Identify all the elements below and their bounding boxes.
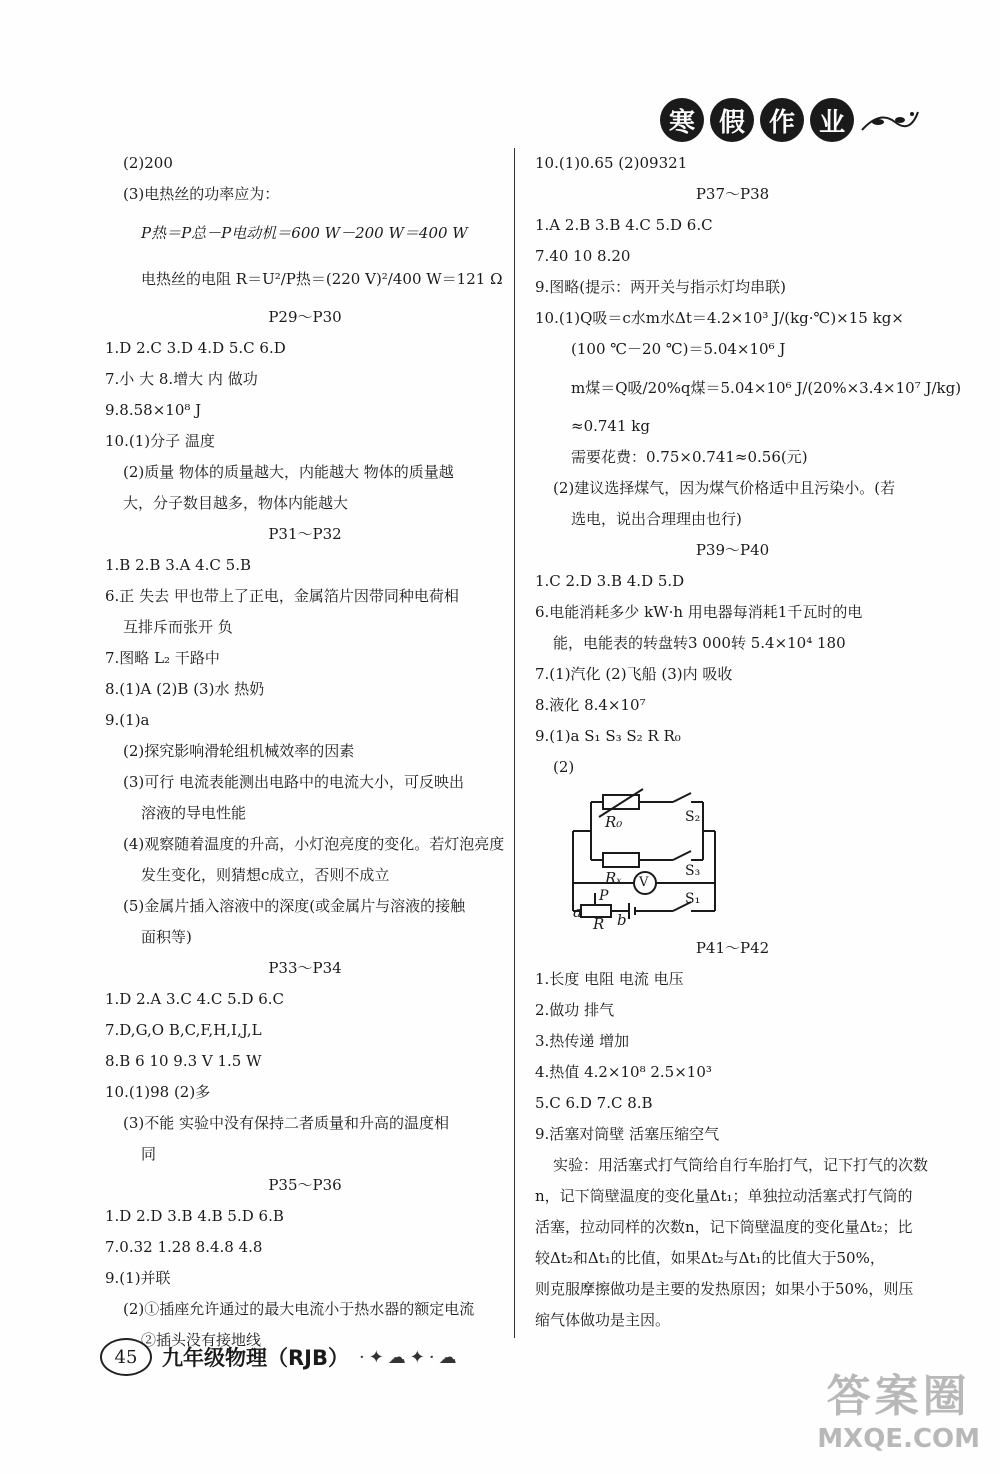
label-voltmeter: V bbox=[639, 875, 649, 890]
answer-line: 7.小 大 8.增大 内 做功 bbox=[105, 370, 258, 388]
answer-line: (2) bbox=[553, 758, 575, 776]
label-a: a bbox=[573, 903, 582, 921]
column-divider bbox=[514, 148, 515, 1338]
answer-line: 活塞，拉动同样的次数n，记下筒壁温度的变化量Δt₂；比 bbox=[535, 1218, 913, 1236]
answer-line: 1.D 2.D 3.B 4.B 5.D 6.B bbox=[105, 1207, 284, 1225]
header-char-4: 业 bbox=[810, 98, 854, 142]
header-char-3: 作 bbox=[760, 98, 804, 142]
answer-line: 同 bbox=[141, 1145, 157, 1163]
answer-line: 9.(1)并联 bbox=[105, 1269, 171, 1287]
answer-line: 8.液化 8.4×10⁷ bbox=[535, 696, 646, 714]
answer-line: 6.电能消耗多少 kW·h 用电器每消耗1千瓦时的电 bbox=[535, 603, 863, 621]
answer-line: 则克服摩擦做功是主要的发热原因；如果小于50%，则压 bbox=[535, 1280, 914, 1298]
answer-line: 面积等) bbox=[141, 928, 192, 946]
answer-line: 8.B 6 10 9.3 V 1.5 W bbox=[105, 1052, 262, 1070]
answer-line: 1.C 2.D 3.B 4.D 5.D bbox=[535, 572, 685, 590]
label-rx: Rₓ bbox=[605, 869, 622, 887]
answer-line: 9.(1)a bbox=[105, 711, 150, 729]
answer-line: 溶液的导电性能 bbox=[141, 804, 247, 822]
answer-line: ≈0.741 kg bbox=[571, 417, 650, 435]
section-heading: P31～P32 bbox=[268, 525, 342, 543]
answer-line: 1.D 2.A 3.C 4.C 5.D 6.C bbox=[105, 990, 285, 1008]
section-heading: P33～P34 bbox=[268, 959, 342, 977]
answer-line: 8.(1)A (2)B (3)水 热奶 bbox=[105, 680, 265, 698]
answer-line: (4)观察随着温度的升高，小灯泡亮度的变化。若灯泡亮度 bbox=[123, 835, 505, 853]
answer-line: 4.热值 4.2×10⁸ 2.5×10³ bbox=[535, 1063, 712, 1081]
answer-line: 7.D,G,O B,C,F,H,I,J,L bbox=[105, 1021, 262, 1039]
star-cloud-decoration-icon: ·✦☁✦·☁ bbox=[359, 1346, 461, 1368]
answer-line: 1.A 2.B 3.B 4.C 5.D 6.C bbox=[535, 216, 713, 234]
answer-line: 10.(1)Q吸＝c水m水Δt＝4.2×10³ J/(kg·℃)×15 kg× bbox=[535, 309, 904, 327]
answer-line: 实验：用活塞式打气筒给自行车胎打气，记下打气的次数 bbox=[553, 1156, 929, 1174]
answer-line: 发生变化，则猜想c成立，否则不成立 bbox=[141, 866, 390, 884]
answer-line: ②插头没有接地线 bbox=[141, 1331, 262, 1349]
answer-line: 9.8.58×10⁸ J bbox=[105, 401, 202, 419]
answer-line: (100 ℃－20 ℃)＝5.04×10⁶ J bbox=[571, 340, 786, 358]
header-char-1: 寒 bbox=[660, 98, 704, 142]
vine-decoration-icon bbox=[860, 100, 920, 140]
answer-line: (3)电热丝的功率应为： bbox=[123, 185, 280, 203]
circuit-diagram bbox=[535, 783, 930, 933]
answer-line: (2)质量 物体的质量越大，内能越大 物体的质量越 bbox=[123, 463, 454, 481]
answer-line: (2)建议选择煤气，因为煤气价格适中且污染小。(若 bbox=[553, 479, 896, 497]
answer-line: 7.图略 L₂ 干路中 bbox=[105, 649, 220, 667]
answer-line: (2)探究影响滑轮组机械效率的因素 bbox=[123, 742, 355, 760]
answer-line: 10.(1)98 (2)多 bbox=[105, 1083, 211, 1101]
answer-line: 缩气体做功是主因。 bbox=[535, 1311, 671, 1329]
section-heading: P39～P40 bbox=[695, 541, 770, 559]
watermark-line2: MXQE.COM bbox=[817, 1424, 980, 1454]
section-heading: P41～P42 bbox=[695, 939, 770, 957]
answer-line: 较Δt₂和Δt₁的比值，如果Δt₂与Δt₁的比值大于50%， bbox=[535, 1249, 885, 1267]
answer-line: (2)①插座允许通过的最大电流小于热水器的额定电流 bbox=[123, 1300, 475, 1318]
formula-line: 电热丝的电阻 R＝U²/P热＝(220 V)²/400 W＝121 Ω bbox=[141, 270, 503, 288]
label-r: R bbox=[593, 915, 605, 933]
answer-line: 9.图略(提示：两开关与指示灯均串联) bbox=[535, 278, 787, 296]
page-footer bbox=[100, 1338, 461, 1376]
label-s1: S₁ bbox=[685, 891, 701, 907]
answer-line: (3)可行 电流表能测出电路中的电流大小，可反映出 bbox=[123, 773, 465, 791]
section-heading: P29～P30 bbox=[268, 308, 342, 326]
label-r0: R₀ bbox=[605, 813, 623, 831]
answer-line: 能，电能表的转盘转3 000转 5.4×10⁴ 180 bbox=[553, 634, 846, 652]
answer-line: 1.D 2.C 3.D 4.D 5.C 6.D bbox=[105, 339, 286, 357]
answer-line: 需要花费：0.75×0.741≈0.56(元) bbox=[571, 448, 808, 466]
section-heading: P37～P38 bbox=[695, 185, 770, 203]
circuit-drawing bbox=[563, 783, 723, 933]
header-char-2: 假 bbox=[710, 98, 754, 142]
watermark bbox=[817, 1360, 980, 1454]
label-p: P bbox=[599, 888, 609, 904]
answer-line: 2.做功 排气 bbox=[535, 1001, 615, 1019]
answer-line: 3.热传递 增加 bbox=[535, 1032, 630, 1050]
answer-line: 1.长度 电阻 电流 电压 bbox=[535, 970, 684, 988]
answer-line: 选电，说出合理理由也行) bbox=[571, 510, 742, 528]
answer-line: 10.(1)0.65 (2)09321 bbox=[535, 154, 688, 172]
page-number: 45 bbox=[100, 1338, 152, 1376]
right-column bbox=[535, 148, 962, 1336]
answer-line: 大，分子数目越多，物体内能越大 bbox=[123, 494, 349, 512]
answer-line: 7.(1)汽化 (2)飞船 (3)内 吸收 bbox=[535, 665, 733, 683]
formula-line: P热＝P总－P电动机＝600 W－200 W＝400 W bbox=[141, 224, 468, 242]
label-s3: S₃ bbox=[685, 863, 701, 879]
answer-line: 9.(1)a S₁ S₃ S₂ R R₀ bbox=[535, 727, 681, 745]
answer-line: 1.B 2.B 3.A 4.C 5.B bbox=[105, 556, 252, 574]
watermark-line1: 答案圈 bbox=[826, 1371, 971, 1422]
left-column bbox=[105, 148, 505, 1356]
formula-line: m煤＝Q吸/20%q煤＝5.04×10⁶ J/(20%×3.4×10⁷ J/kg) bbox=[571, 379, 962, 397]
answer-line: 5.C 6.D 7.C 8.B bbox=[535, 1094, 653, 1112]
answer-line: (5)金属片插入溶液中的深度(或金属片与溶液的接触 bbox=[123, 897, 466, 915]
answer-line: 6.正 失去 甲也带上了正电，金属箔片因带同种电荷相 bbox=[105, 587, 459, 605]
answer-line: 9.活塞对筒壁 活塞压缩空气 bbox=[535, 1125, 720, 1143]
answer-line: (3)不能 实验中没有保持二者质量和升高的温度相 bbox=[123, 1114, 450, 1132]
header-logo bbox=[660, 98, 920, 142]
section-heading: P35～P36 bbox=[268, 1176, 342, 1194]
answer-line: 7.0.32 1.28 8.4.8 4.8 bbox=[105, 1238, 263, 1256]
answer-line: n，记下筒壁温度的变化量Δt₁；单独拉动活塞式打气筒的 bbox=[535, 1187, 913, 1205]
answer-line: (2)200 bbox=[123, 154, 173, 172]
answer-line: 7.40 10 8.20 bbox=[535, 247, 631, 265]
label-s2: S₂ bbox=[685, 809, 701, 825]
label-b: b bbox=[617, 911, 627, 929]
answer-line: 互排斥而张开 负 bbox=[123, 618, 233, 636]
answer-line: 10.(1)分子 温度 bbox=[105, 432, 215, 450]
footer-title: 九年级物理（RJB） bbox=[162, 1346, 349, 1370]
